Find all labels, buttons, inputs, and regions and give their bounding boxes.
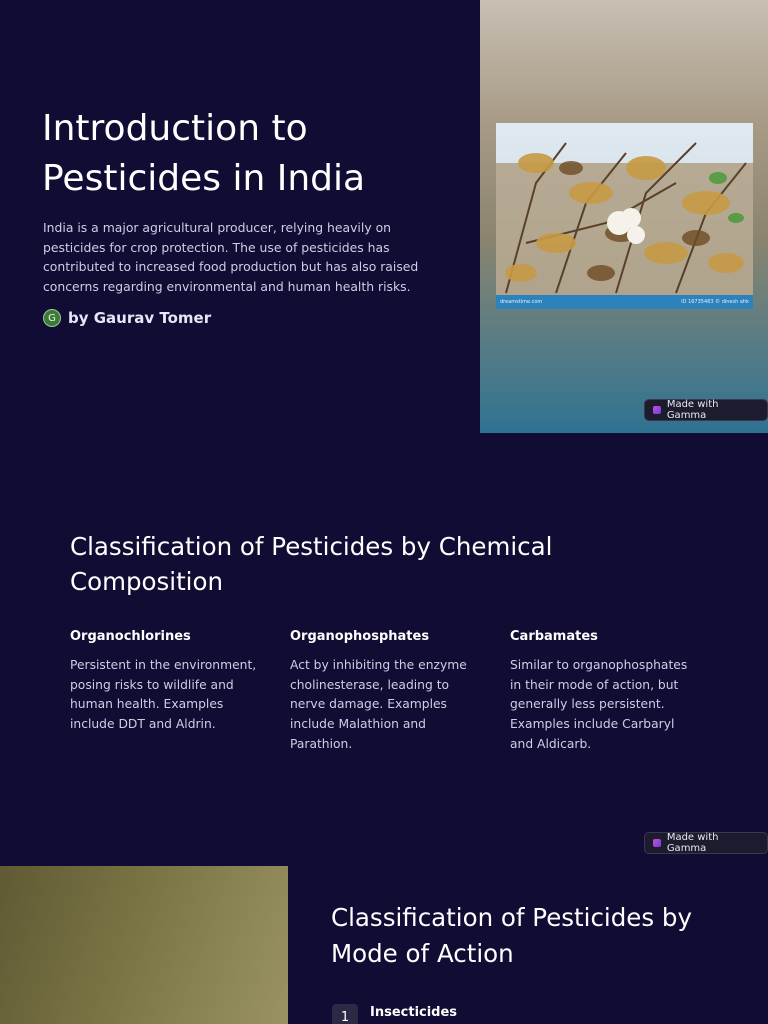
badge-label: Made with Gamma: [666, 832, 719, 854]
gamma-logo-icon: [653, 406, 661, 414]
slide-introduction: [0, 0, 768, 433]
step-label: Insecticides: [370, 1005, 458, 1020]
column-organochlorines: [70, 629, 260, 735]
author-byline: [43, 309, 211, 327]
intro-description: India is a major agricultural producer, relying heavily on pesticides for crop protection. The use of pesticides has contributed to increased food production but has also raised concerns regarding environmental and human health risks.: [43, 220, 419, 295]
slide-mode-of-action: [0, 866, 768, 1024]
slide-chemical-classification: [0, 433, 768, 866]
photo-watermark-bar: [496, 295, 753, 309]
hero-image-panel: [480, 0, 768, 433]
cotton-plant-illustration: [496, 123, 753, 309]
author-name: by Gaurav Tomer: [68, 309, 212, 327]
column-carbamates: [510, 629, 700, 755]
column-body: Persistent in the environment, posing risks to wildlife and human health. Examples include DDT and Aldrin.: [70, 658, 257, 732]
page-title: Introduction to Pesticides in India: [42, 108, 366, 199]
watermark-site: dreamstime.com: [500, 299, 543, 305]
step-number: 1: [332, 1004, 358, 1024]
slide-image-panel: [0, 866, 288, 1024]
section-title: Classification of Pesticides by Mode of Action: [331, 903, 692, 968]
column-heading: Organophosphates: [290, 629, 430, 644]
column-heading: Carbamates: [510, 629, 598, 644]
column-heading: Organochlorines: [70, 629, 191, 644]
author-avatar: G: [43, 309, 61, 327]
section-title: Classification of Pesticides by Chemical Composition: [70, 532, 553, 596]
watermark-id: ID 16735483 © dinesh ahk: [681, 299, 749, 305]
made-with-gamma-badge[interactable]: [644, 832, 768, 854]
made-with-gamma-badge[interactable]: [644, 399, 768, 421]
column-organophosphates: [290, 629, 480, 755]
gamma-logo-icon: [653, 839, 661, 847]
badge-label: Made with Gamma: [666, 399, 719, 421]
column-body: Similar to organophosphates in their mode of action, but generally less persistent. Examples include Carbaryl and Aldicarb.: [510, 658, 688, 751]
column-body: Act by inhibiting the enzyme cholinesterase, leading to nerve damage. Examples include Malathion and Parathion.: [290, 658, 467, 751]
cotton-plant-photo: [496, 123, 753, 309]
